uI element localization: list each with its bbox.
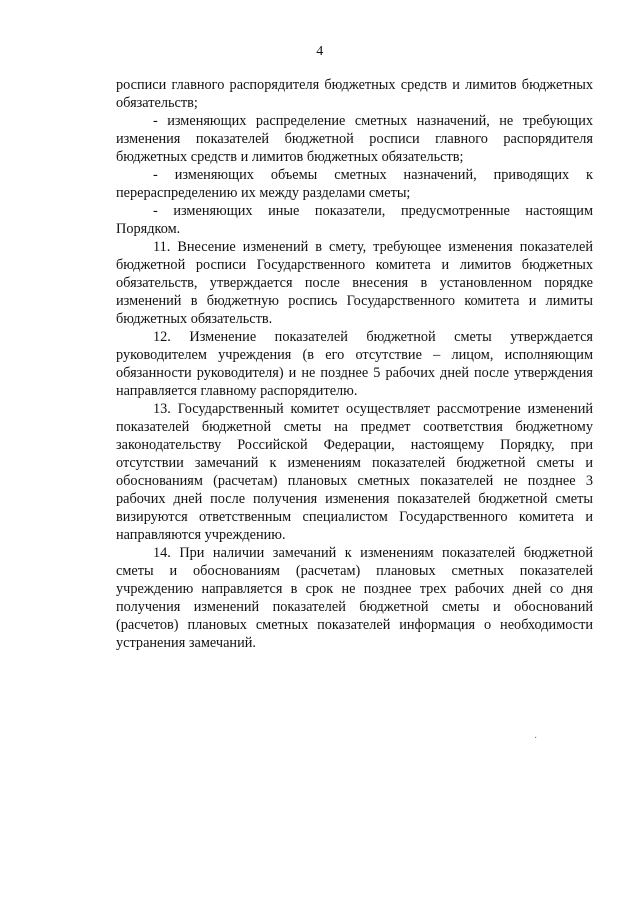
- clause-14: 14. При наличии замечаний к изменениям показателей бюджетной сметы и обоснованиям (расчетам) плановых сметных показателей учреждению направляется в срок не позднее трех рабочих дней со дня получения изменений показателей бюджетной сметы и обоснований (расчетов) плановых сметных показателей информация о необходимости устранения замечаний.: [116, 545, 593, 651]
- paragraph-continuation: росписи главного распорядителя бюджетных средств и лимитов бюджетных обязательств;: [116, 77, 593, 111]
- clause-13: 13. Государственный комитет осуществляет рассмотрение изменений показателей бюджетной сметы на предмет соответствия бюджетному законодательству Российской Федерации, настоящему Порядку, при отсутствии замечаний к изменениям показателей бюджетной сметы и обоснованиям (расчетам) плановых сметных показателей не позднее 3 рабочих дней после получения изменения показателей бюджетной сметы визируются ответственным специалистом Государственного комитета и направляются учреждению.: [116, 401, 593, 543]
- list-item-distribution: - изменяющих распределение сметных назначений, не требующих изменения показателей бюджетной росписи главного распорядителя бюджетных средств и лимитов бюджетных обязательств;: [116, 113, 593, 165]
- page-number: 4: [316, 44, 324, 59]
- scan-mark: ·: [534, 733, 538, 744]
- clause-11: 11. Внесение изменений в смету, требующее изменения показателей бюджетной росписи Государственного комитета и лимитов бюджетных обязательств, утверждается после внесения в установленном порядке изменений в бюджетную роспись Государственного комитета и лимиты бюджетных обязательств.: [116, 239, 593, 327]
- list-item-other-indicators: - изменяющих иные показатели, предусмотренные настоящим Порядком.: [116, 203, 593, 237]
- document-body: [116, 76, 593, 652]
- clause-12: 12. Изменение показателей бюджетной сметы утверждается руководителем учреждения (в его отсутствие – лицом, исполняющим обязанности руководителя) и не позднее 5 рабочих дней после утверждения направляется главному распорядителю.: [116, 329, 593, 399]
- list-item-volumes: - изменяющих объемы сметных назначений, приводящих к перераспределению их между разделами сметы;: [116, 167, 593, 201]
